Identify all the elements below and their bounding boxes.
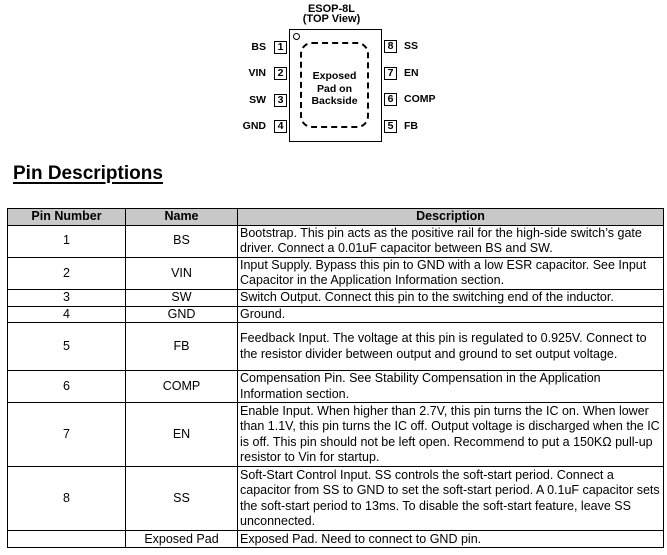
pin-number-5: 5 — [384, 120, 397, 133]
exposed-pad-label-line: Pad on — [316, 82, 352, 95]
pin-number-cell: 7 — [8, 403, 126, 467]
table-row — [8, 257, 664, 289]
pin-number-cell: 3 — [8, 289, 126, 306]
pin-description-cell: Switch Output. Connect this pin to the switching end of the inductor. — [238, 289, 664, 306]
table-row — [8, 403, 664, 467]
exposed-pad-label-line: Backside — [311, 95, 358, 107]
table-header-row — [8, 209, 664, 226]
pin-description-cell: Feedback Input. The voltage at this pin is regulated to 0.925V. Connect to the resistor divider between output and ground to set output voltage. — [238, 323, 664, 371]
table-row — [8, 323, 664, 371]
pin-description-cell: Exposed Pad. Need to connect to GND pin. — [238, 531, 664, 548]
package-name: ESOP-8L — [307, 3, 356, 15]
exposed-pad-label-line: Exposed — [312, 70, 357, 82]
pin-name-cell: SW — [126, 289, 238, 306]
table-row — [8, 467, 664, 531]
pin-description-table — [7, 208, 664, 548]
pin-label-ss: SS — [404, 40, 419, 52]
pin-name-cell: BS — [126, 225, 238, 257]
pin-number-7: 7 — [384, 67, 397, 80]
table-row — [8, 531, 664, 548]
exposed-pad-label — [302, 70, 367, 108]
package-view-label: (TOP View) — [302, 13, 361, 25]
pin-number-cell: 1 — [8, 225, 126, 257]
pin-number-4: 4 — [274, 120, 287, 133]
column-header-description: Description — [238, 209, 664, 226]
pin-number-1: 1 — [274, 41, 287, 54]
ic-package-outline — [289, 29, 382, 142]
pin-number-2: 2 — [274, 67, 287, 80]
pin-label-gnd: GND — [242, 120, 266, 132]
pin-label-vin: VIN — [248, 67, 266, 79]
pin-number-8: 8 — [384, 40, 397, 53]
pin-name-cell: EN — [126, 403, 238, 467]
pin-number-3: 3 — [274, 94, 287, 107]
pin-number-cell: 5 — [8, 323, 126, 371]
table-row — [8, 371, 664, 403]
pin-description-cell: Input Supply. Bypass this pin to GND with a low ESR capacitor. See Input Capacitor in the Application Information section. — [238, 257, 664, 289]
pin-label-comp: COMP — [404, 93, 436, 105]
pin-number-6: 6 — [384, 93, 397, 106]
pin-description-cell: Soft-Start Control Input. SS controls the soft-start period. Connect a capacitor from SS to GND to set the soft-start period. A 0.1uF capacitor sets the soft-start period to 13ms. To disable the soft-start feature, leave SS unconnected. — [238, 467, 664, 531]
pin-number-cell — [8, 531, 126, 548]
pin-number-cell: 6 — [8, 371, 126, 403]
pin-label-sw: SW — [249, 94, 266, 106]
pin-description-cell: Enable Input. When higher than 2.7V, this pin turns the IC on. When lower than 1.1V, this pin turns the IC off. Output voltage is discharged when the IC is off. This pin should not be left open. Recommend to put a 150KΩ pull-up resistor to Vin for startup. — [238, 403, 664, 467]
pin-number-cell: 2 — [8, 257, 126, 289]
pin1-marker-icon — [293, 33, 300, 40]
pin-name-cell: VIN — [126, 257, 238, 289]
table-row — [8, 225, 664, 257]
pin-description-cell: Bootstrap. This pin acts as the positive rail for the high-side switch’s gate driver. Connect a 0.01uF capacitor between BS and SW. — [238, 225, 664, 257]
exposed-pad-outline — [300, 42, 369, 128]
column-header-pin-number: Pin Number — [8, 209, 126, 226]
pin-name-cell: SS — [126, 467, 238, 531]
table-row — [8, 306, 664, 323]
pin-name-cell: GND — [126, 306, 238, 323]
pin-name-cell: FB — [126, 323, 238, 371]
pin-label-fb: FB — [404, 120, 418, 132]
table-row — [8, 289, 664, 306]
column-header-name: Name — [126, 209, 238, 226]
pin-name-cell: Exposed Pad — [126, 531, 238, 548]
pin-description-cell: Compensation Pin. See Stability Compensation in the Application Information section. — [238, 371, 664, 403]
pin-name-cell: COMP — [126, 371, 238, 403]
pin-label-en: EN — [404, 67, 419, 79]
pin-label-bs: BS — [251, 41, 266, 53]
pin-number-cell: 8 — [8, 467, 126, 531]
pin-number-cell: 4 — [8, 306, 126, 323]
pin-description-cell: Ground. — [238, 306, 664, 323]
section-title: Pin Descriptions — [13, 163, 163, 184]
